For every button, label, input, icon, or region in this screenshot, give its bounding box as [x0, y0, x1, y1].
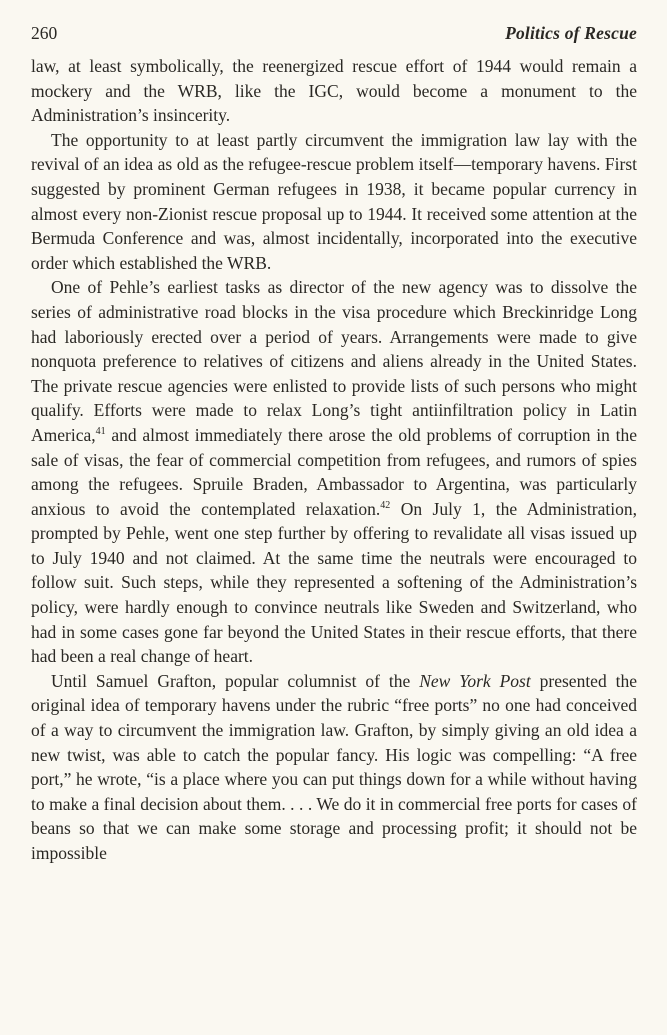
- paragraph: [31, 669, 637, 866]
- paragraph-text: law, at least symbolically, the reenergized rescue effort of 1944 would remain a mockery and the WRB, like the IGC, would become a monument to the Administration’s insincerity.: [31, 56, 637, 126]
- paragraph-text: Until Samuel Grafton, popular columnist of the: [51, 670, 420, 691]
- paragraph: [31, 275, 637, 669]
- publication-title: New York Post: [419, 670, 531, 691]
- page-number: 260: [31, 23, 58, 43]
- paragraph: [31, 128, 637, 276]
- paragraph-text: One of Pehle’s earliest tasks as director of the new agency was to dissolve the series of administrative road blocks in the visa procedure which Breckinridge Long had laboriously erected over a period of years. Arrangements were made to give nonquota preference to relatives of citizens and aliens already in the United States. The private rescue agencies were enlisted to provide lists of such persons who might qualify. Efforts were made to relax Long’s tight antiinfiltration policy in Latin America,: [31, 277, 637, 445]
- paragraph-text: and almost immediately there arose the old problems of corruption in the sale of visas, the fear of commercial competition from refugees, and rumors of spies among the refugees. Spruile Braden, Ambassador to Argentina, was particularly anxious to avoid the contemplated relaxation.: [31, 424, 637, 519]
- paragraph-text: On July 1, the Administration, prompted by Pehle, went one step further by offering to revalidate all visas issued up to July 1940 and not claimed. At the same time the neutrals were encouraged to follow suit. Such steps, while they represented a softening of the Administration’s policy, were hardly enough to convince neutrals like Sweden and Switzerland, who had in some cases gone far beyond the United States in their rescue efforts, that there had been a real change of heart.: [31, 498, 637, 667]
- body-text: [31, 54, 637, 866]
- paragraph-text: presented the original idea of temporary havens under the rubric “free ports” no one had conceived of a way to circumvent the immigration law. Grafton, by simply giving an old idea a new twist, was able to catch the popular fancy. His logic was compelling: “A free port,” he wrote, “is a place where you can put things down for a while without having to make a final decision about them. . . . We do it in commercial free ports for cases of beans so that we can make some storage and processing profit; it should not be impossible: [31, 670, 637, 863]
- paragraph-text: The opportunity to at least partly circumvent the immigration law lay with the revival of an idea as old as the refugee-rescue problem itself—temporary havens. First suggested by prominent German refugees in 1938, it became popular currency in almost every non-Zionist rescue proposal up to 1944. It received some attention at the Bermuda Conference and was, almost incidentally, incorporated into the executive order which established the WRB.: [31, 129, 637, 273]
- paragraph: [31, 54, 637, 128]
- running-title: Politics of Rescue: [505, 23, 637, 43]
- footnote-reference: 41: [95, 426, 106, 438]
- footnote-reference: 42: [380, 499, 391, 511]
- running-header: [31, 20, 637, 46]
